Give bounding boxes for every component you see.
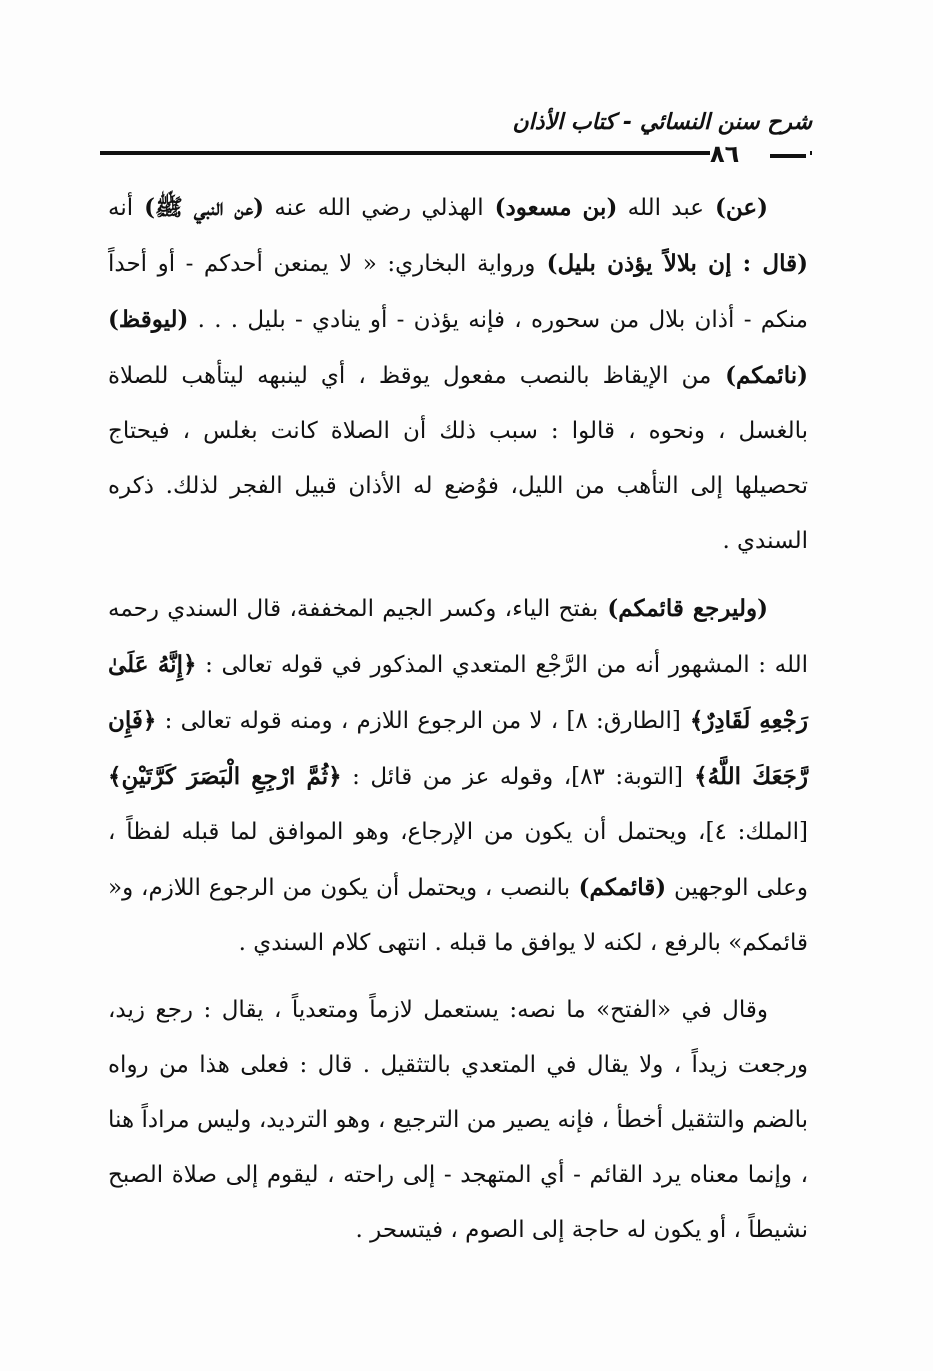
text-run: وقال في «الفتح» ما نصه: يستعمل لازماً ومتعدياً ، يقال : رجع زيد، ورجعت زيداً ، ولا يقال في المتعدي بالتثقيل . قال : فعلى هذا من رواه بالضم والتثقيل أخطأ ، فإنه يصير من الترجيع ، وهو الترديد، وليس مراداً هنا ، وإنما معناه يرد القائم - أي المتهجد - إلى راحته ، ليقوم إلى صلاة الصبح نشيطاً ، أو يكون له حاجة إلى الصوم ، فيتسحر . (108, 997, 808, 1243)
page-number (710, 138, 810, 178)
text-run: عبد الله (617, 195, 705, 221)
text-run: أنه (108, 195, 134, 221)
text-run: [الملك: ٤]، ويحتمل أن يكون من الإرجاع، وهو الموافق لما قبله لفظاً ، وعلى الوجهين (108, 819, 809, 901)
page-number-value: ٨٦ (710, 140, 740, 168)
paragraph-1 (108, 180, 808, 569)
bold-term: ﴿فَإِن رَّجَعَكَ اللَّهُ﴾ (108, 707, 808, 790)
text-run: ورواية البخاري: « لا يمنعن أحدكم - أو أحداً منكم - أذان بلال من سحوره ، فإنه يؤذن - أو ينادي - بليل . . . (108, 251, 808, 333)
page-number-dash (770, 154, 806, 158)
bold-term: ﴿ثُمَّ ارْجِعِ الْبَصَرَ كَرَّتَيْنِ﴾ (108, 763, 342, 790)
bold-term: (عن) (704, 194, 769, 221)
bold-term: ﴿إِنَّهُ عَلَىٰ رَجْعِهِ لَقَادِرٌ﴾ (108, 651, 808, 734)
bold-term: (عن النبي ﷺ) (133, 194, 265, 221)
header-rule (100, 151, 812, 155)
paragraph-3 (108, 983, 808, 1258)
text-run: بالنصب ، ويحتمل أن يكون من الرجوع اللازم، و« قائمكم» بالرفع ، لكنه لا يوافق ما قبله . انتهى كلام السندي . (108, 875, 808, 956)
bold-term: (قائمكم) (570, 874, 667, 901)
paragraph-2 (108, 581, 808, 971)
text-run: بفتح الياء، وكسر الجيم المخففة، قال السندي رحمه الله : المشهور أنه من الرَّجْع المتعدي المذكور في قوله تعالى : (108, 596, 809, 678)
text-run: من الإيقاظ بالنصب مفعول يوقظ ، أي لينبهه ليتأهب للصلاة بالغسل ، ونحوه ، قالوا : سبب ذلك أن الصلاة كانت بغلس ، فيحتاج تحصيلها إلى التأهب من الليل، فوُضع له الأذان قبيل الفجر لذلك. ذكره السندي . (108, 363, 808, 554)
text-run: [التوبة: ٨٣]، وقوله عز من قائل : (341, 764, 683, 790)
bold-term: (قال : إن بلالاً يؤذن بليل) (535, 250, 808, 277)
text-run: الهذلي رضي الله عنه (264, 195, 484, 221)
running-title: شرح سنن النسائي - كتاب الأذان (512, 110, 812, 135)
bold-term: (وليرجع قائمكم) (598, 595, 768, 622)
page-header (100, 108, 812, 168)
body-text (108, 180, 808, 1270)
bold-term: (بن مسعود) (483, 194, 618, 221)
bold-term: (ليوقظ) (نائمكم) (108, 306, 808, 389)
text-run: [الطارق: ٨] ، لا من الرجوع اللازم ، ومنه قوله تعالى : (156, 708, 681, 734)
